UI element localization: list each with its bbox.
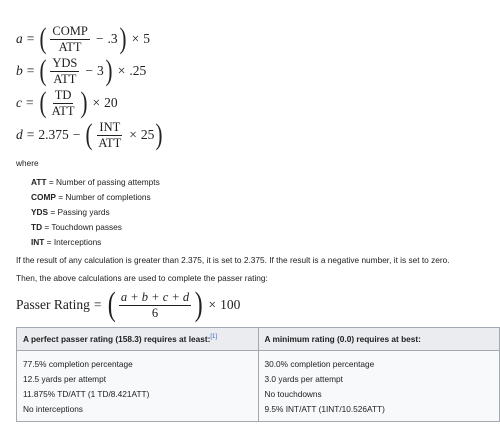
formula-a: a = ( $\frac{\text{COMP}}{\text{ATT}}$ − .3 ) × 5 [16, 22, 150, 55]
open-paren: ( [85, 118, 93, 151]
passer-rating-fraction [119, 291, 191, 320]
close-paren: ) [155, 118, 163, 151]
formula-d-times: 25 [140, 127, 155, 142]
table-cell-minimum [258, 351, 500, 422]
passer-rating-numerator: a + b + c + d [120, 289, 190, 304]
definition-item [31, 205, 160, 220]
close-paren: ) [119, 22, 127, 55]
definition-term: TD [31, 222, 43, 232]
paragraph-clamp-rule: If the result of any calculation is greater than 2.375, it is set to 2.375. If the result is a negative number, it is set to zero. [16, 255, 450, 265]
formula-a-lhs: a [16, 31, 23, 46]
table-cell-perfect [17, 351, 259, 422]
formula-b-minus: 3 [97, 63, 104, 78]
formula-b-times: .25 [129, 63, 147, 78]
formula-d-const: 2.375 [38, 127, 69, 142]
passer-rating-times: 100 [220, 297, 241, 312]
table-header-minimum: A minimum rating (0.0) requires at best: [258, 328, 500, 351]
formula-d-denominator: ATT [98, 135, 122, 150]
formula-c-denominator: ATT [51, 103, 75, 118]
passer-rating-label: Passer Rating [16, 297, 90, 312]
close-paren: ) [80, 86, 88, 119]
definition-desc: = Interceptions [44, 237, 102, 247]
formula-a-denominator: ATT [58, 39, 82, 54]
list-item: 11.875% TD/ATT (1 TD/8.421ATT) [23, 389, 150, 399]
list-item: 30.0% completion percentage [264, 359, 375, 369]
list-item: 12.5 yards per attempt [23, 374, 107, 384]
list-item: No touchdowns [264, 389, 322, 399]
definition-term: COMP [31, 192, 56, 202]
definition-item [31, 175, 160, 190]
list-item: 77.5% completion percentage [23, 359, 133, 369]
open-paren: ( [107, 286, 116, 323]
formula-c-times: 20 [104, 95, 118, 110]
definition-desc: = Passing yards [48, 207, 110, 217]
formula-d: d = 2.375 − ( $\frac{\text{INT}}{\text{ATT}}$ × 25 ) [16, 118, 163, 151]
formula-a-numerator: COMP [52, 23, 88, 38]
definition-item [31, 235, 160, 250]
formula-a-times: 5 [143, 31, 150, 46]
open-paren: ( [39, 22, 47, 55]
formula-c: c = ( $\frac{TD}{\text{ATT}}$ ) × 20 [16, 86, 118, 119]
formula-b: b = ( $\frac{\text{YDS}}{\text{ATT}}$ − 3 ) × .25 [16, 54, 147, 87]
close-paren: ) [105, 54, 113, 87]
formula-b-numerator: YDS [52, 55, 78, 70]
table-header-perfect: A perfect passer rating (158.3) requires at least:[1] [17, 328, 259, 351]
definition-desc: = Number of completions [55, 192, 151, 202]
passer-rating-formula: Passer Rating = ( $\frac{a + b + c + d}{6}$ ) × 100 [16, 286, 241, 323]
definition-term: YDS [31, 207, 49, 217]
formula-d-fraction [96, 121, 123, 150]
citation-link[interactable]: [1] [210, 334, 218, 341]
list-item: 3.0 yards per attempt [264, 374, 343, 384]
open-paren: ( [39, 86, 47, 119]
definition-item [31, 220, 160, 235]
passer-rating-denominator: 6 [151, 305, 159, 320]
definition-desc: = Number of passing attempts [46, 177, 160, 187]
formula-d-lhs: d [16, 127, 23, 142]
formula-c-lhs: c [16, 95, 22, 110]
where-label: where [16, 158, 39, 168]
definition-term: INT [31, 237, 45, 247]
close-paren: ) [194, 286, 203, 323]
list-item: No interceptions [23, 404, 83, 414]
formula-b-denominator: ATT [53, 71, 77, 86]
definition-desc: = Touchdown passes [42, 222, 122, 232]
open-paren: ( [39, 54, 47, 87]
definition-list [31, 175, 160, 250]
table-row [17, 351, 500, 422]
formula-b-fraction [50, 57, 79, 86]
definition-item [31, 190, 160, 205]
formula-c-fraction [50, 89, 77, 118]
formula-a-minus: .3 [107, 31, 118, 46]
rating-requirements-table [16, 327, 500, 422]
formula-d-numerator: INT [99, 119, 121, 134]
list-item: 9.5% INT/ATT (1INT/10.526ATT) [264, 404, 385, 414]
formula-c-numerator: TD [54, 87, 72, 102]
paragraph-passer-intro: Then, the above calculations are used to complete the passer rating: [16, 273, 268, 283]
formula-a-fraction [50, 25, 89, 54]
definition-term: ATT [31, 177, 47, 187]
table-header-row [17, 328, 500, 351]
formula-b-lhs: b [16, 63, 23, 78]
